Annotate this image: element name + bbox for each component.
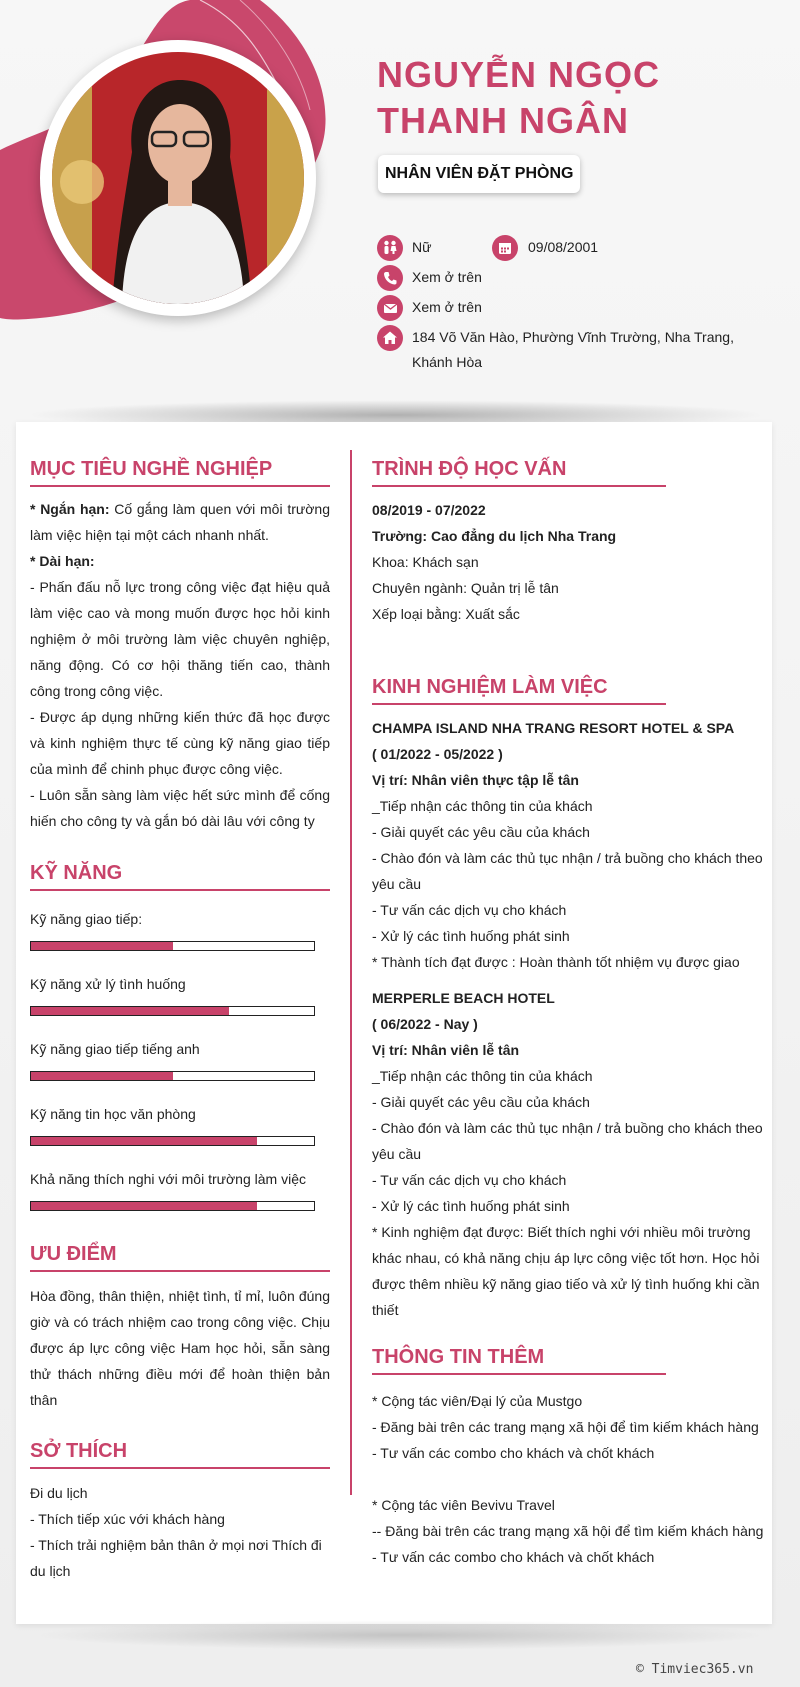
job-duty: _Tiếp nhận các thông tin của khách	[372, 798, 593, 814]
column-divider	[350, 450, 352, 1495]
gender-value: Nữ	[412, 239, 432, 255]
skill-label: Khả năng thích nghi với môi trường làm việc	[30, 1171, 306, 1187]
job-duty: - Chào đón và làm các thủ tục nhận / trả buồng cho khách theo yêu cầu	[372, 1120, 763, 1162]
skill-label: Kỹ năng xử lý tình huống	[30, 976, 186, 992]
skill-level-fill	[31, 1007, 229, 1015]
job-company: MERPERLE BEACH HOTEL	[372, 990, 555, 1006]
job-duty: _Tiếp nhận các thông tin của khách	[372, 1068, 593, 1084]
hobby-item: - Thích tiếp xúc với khách hàng	[30, 1511, 225, 1527]
watermark: © Timviec365.vn	[636, 1662, 754, 1677]
additional-item: -- Đăng bài trên các trang mạng xã hội để tìm kiếm khách hàng	[372, 1523, 764, 1539]
job-duty: - Xử lý các tình huống phát sinh	[372, 928, 570, 944]
job-position: Vị trí: Nhân viên thực tập lễ tân	[372, 772, 579, 788]
skill-level-bar	[30, 1201, 315, 1211]
skill-level-fill	[31, 1137, 257, 1145]
job-period: ( 06/2022 - Nay )	[372, 1016, 478, 1032]
experience-job-1	[372, 715, 772, 975]
job-position: Vị trí: Nhân viên lễ tân	[372, 1042, 520, 1058]
objective-short-text: Cố gắng làm quen với môi trường làm việc hiện tại một cách nhanh nhất.	[30, 501, 331, 543]
education-block	[372, 497, 772, 627]
card-bottom-shadow	[30, 1620, 770, 1650]
skill-label: Kỹ năng giao tiếp:	[30, 911, 143, 927]
objective-long-2: - Được áp dụng những kiến thức đã học được và kinh nghiệm thực tế cùng kỹ năng giao tiếp của mình để chinh phục được công việc.	[30, 709, 330, 777]
additional-item: - Tư vấn các combo cho khách và chốt khách	[372, 1549, 655, 1565]
hobby-item: Đi du lịch	[30, 1485, 88, 1501]
additional-item: - Tư vấn các combo cho khách và chốt khách	[372, 1445, 655, 1461]
skill-level-fill	[31, 1202, 257, 1210]
skill-level-bar	[30, 1136, 315, 1146]
education-period: 08/2019 - 07/2022	[372, 502, 486, 518]
education-school: Trường: Cao đẳng du lịch Nha Trang	[372, 528, 617, 544]
education-major: Chuyên ngành: Quản trị lễ tân	[372, 580, 559, 596]
objective-text	[30, 496, 330, 834]
job-company: CHAMPA ISLAND NHA TRANG RESORT HOTEL & SPA	[372, 720, 735, 736]
email-value: Xem ở trên	[412, 299, 482, 315]
job-duty: - Chào đón và làm các thủ tục nhận / trả buồng cho khách theo yêu cầu	[372, 850, 763, 892]
home-icon	[377, 325, 403, 351]
job-achievement: * Thành tích đạt được : Hoàn thành tốt nhiệm vụ được giao	[372, 954, 740, 970]
skill-level-fill	[31, 942, 173, 950]
objective-long-3: - Luôn sẵn sàng làm việc hết sức mình để cống hiến cho công ty và gắn bó dài lâu với công ty	[30, 787, 330, 829]
additional-item: * Cộng tác viên Bevivu Travel	[372, 1497, 555, 1513]
strengths-text: Hòa đồng, thân thiện, nhiệt tình, tỉ mỉ, luôn đúng giờ và có trách nhiệm cao trong công việc. Chịu được áp lực công việc Ham học hỏi, sẵn sàng thử thách những điều mới để hoàn thiện bản thân	[30, 1288, 330, 1408]
calendar-icon	[492, 235, 518, 261]
job-duty: - Giải quyết các yêu cầu của khách	[372, 1094, 590, 1110]
job-duty: - Tư vấn các dịch vụ cho khách	[372, 1172, 567, 1188]
avatar	[52, 52, 304, 304]
phone-value: Xem ở trên	[412, 269, 482, 285]
skills-heading: KỸ NĂNG	[30, 862, 330, 891]
address-value: 184 Võ Văn Hào, Phường Vĩnh Trường, Nha Trang, Khánh Hòa	[412, 329, 734, 370]
birthdate-value: 09/08/2001	[528, 239, 599, 255]
education-grade: Xếp loại bằng: Xuất sắc	[372, 606, 520, 622]
gender-icon	[377, 235, 403, 261]
skill-label: Kỹ năng giao tiếp tiếng anh	[30, 1041, 200, 1057]
objective-short-label: * Ngắn hạn:	[30, 501, 110, 517]
skill-level-fill	[31, 1072, 173, 1080]
hobby-item: - Thích trải nghiệm bản thân ở mọi nơi Thích đi du lịch	[30, 1537, 322, 1579]
email-icon	[377, 295, 403, 321]
education-faculty: Khoa: Khách sạn	[372, 554, 479, 570]
additional-item: * Cộng tác viên/Đại lý của Mustgo	[372, 1393, 583, 1409]
candidate-name: NGUYỄN NGỌC THANH NGÂN	[377, 54, 661, 141]
job-achievement: * Kinh nghiệm đạt được: Biết thích nghi với nhiều môi trường khác nhau, có khả năng chịu áp lực công việc tốt hơn. Học hỏi được thêm nhiều kỹ năng giao tiếo và xử lý tình huống khi cần thiết	[372, 1224, 760, 1318]
additional-item: - Đăng bài trên các trang mạng xã hội để tìm kiếm khách hàng	[372, 1419, 759, 1435]
job-period: ( 01/2022 - 05/2022 )	[372, 746, 503, 762]
skill-label: Kỹ năng tin học văn phòng	[30, 1106, 196, 1122]
skill-level-bar	[30, 1006, 315, 1016]
strengths-heading: ƯU ĐIỂM	[30, 1243, 330, 1272]
objective-heading: MỤC TIÊU NGHỀ NGHIỆP	[30, 458, 330, 487]
job-duty: - Tư vấn các dịch vụ cho khách	[372, 902, 567, 918]
objective-long-1: - Phấn đấu nỗ lực trong công việc đạt hiệu quả làm việc cao và mong muốn được học hỏi kinh nghiệm ở môi trường làm việc chuyên nghiệp, năng động. Có cơ hội thăng tiến cao, thành công trong công việc.	[30, 579, 330, 699]
job-duty: - Xử lý các tình huống phát sinh	[372, 1198, 570, 1214]
experience-heading: KINH NGHIỆM LÀM VIỆC	[372, 676, 666, 705]
additional-info-block	[372, 1388, 772, 1570]
hobbies-heading: SỞ THÍCH	[30, 1440, 330, 1469]
experience-job-2	[372, 985, 772, 1323]
phone-icon	[377, 265, 403, 291]
education-heading: TRÌNH ĐỘ HỌC VẤN	[372, 458, 666, 487]
additional-info-heading: THÔNG TIN THÊM	[372, 1346, 666, 1375]
hobbies-list	[30, 1480, 330, 1584]
skill-level-bar	[30, 1071, 315, 1081]
job-title-badge: NHÂN VIÊN ĐẶT PHÒNG	[378, 155, 580, 193]
objective-long-label: * Dài hạn:	[30, 553, 95, 569]
skill-level-bar	[30, 941, 315, 951]
job-duty: - Giải quyết các yêu cầu của khách	[372, 824, 590, 840]
